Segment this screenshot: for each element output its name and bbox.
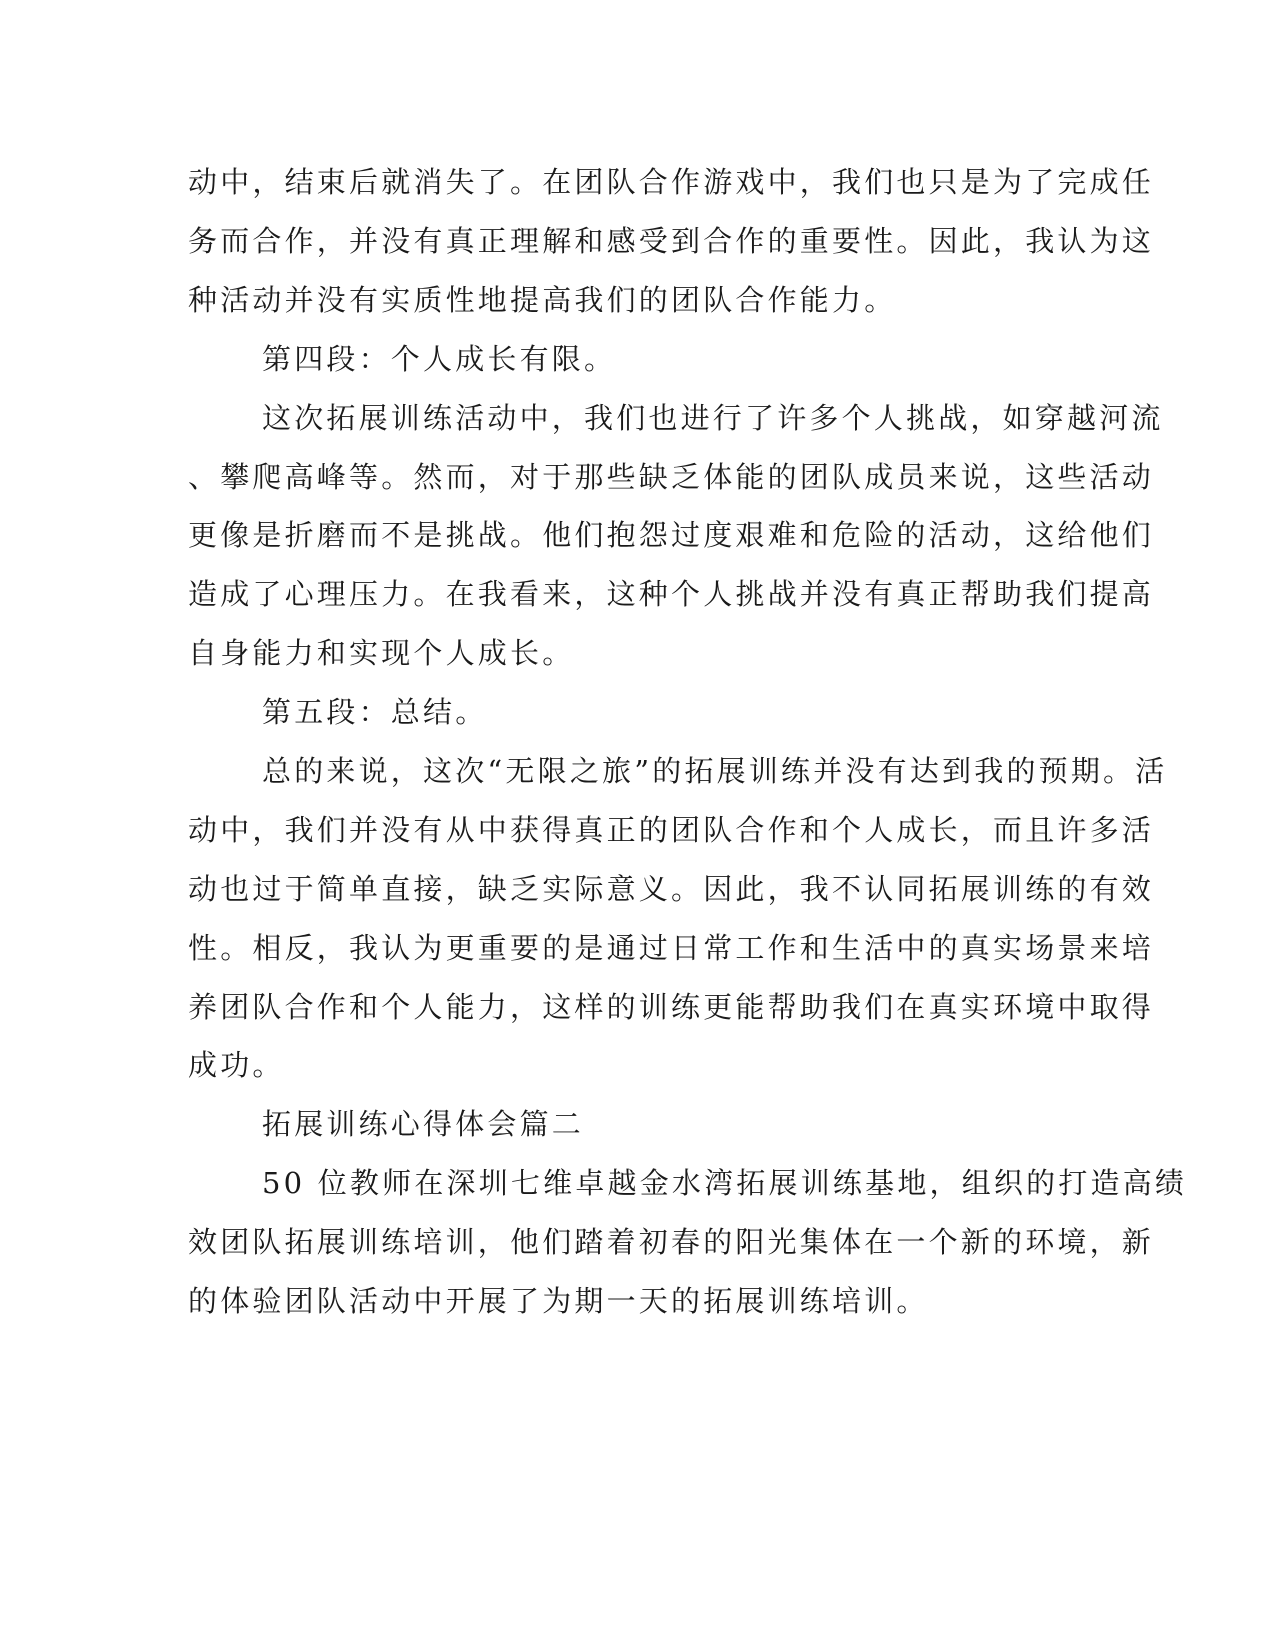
body-text-line: 效团队拓展训练培训，他们踏着初春的阳光集体在一个新的环境，新	[188, 1225, 1155, 1259]
section-heading: 第五段：总结。	[262, 695, 488, 729]
body-text-line: 、攀爬高峰等。然而，对于那些缺乏体能的团队成员来说，这些活动	[188, 460, 1155, 494]
body-text-line: 务而合作，并没有真正理解和感受到合作的重要性。因此，我认为这	[188, 224, 1155, 258]
body-text-line: 这次拓展训练活动中，我们也进行了许多个人挑战，如穿越河流	[262, 401, 1164, 435]
section-heading: 第四段：个人成长有限。	[262, 342, 617, 376]
body-text-line: 总的来说，这次“无限之旅”的拓展训练并没有达到我的预期。活	[262, 754, 1168, 788]
body-text-line: 动中，我们并没有从中获得真正的团队合作和个人成长，而且许多活	[188, 813, 1155, 847]
body-text-line: 造成了心理压力。在我看来，这种个人挑战并没有真正帮助我们提高	[188, 577, 1155, 611]
article-subtitle: 拓展训练心得体会篇二	[262, 1107, 585, 1141]
body-text-line: 动中，结束后就消失了。在团队合作游戏中，我们也只是为了完成任	[188, 165, 1155, 199]
body-text-line: 更像是折磨而不是挑战。他们抱怨过度艰难和危险的活动，这给他们	[188, 518, 1155, 552]
body-text-line: 自身能力和实现个人成长。	[188, 636, 575, 670]
body-text-line: 种活动并没有实质性地提高我们的团队合作能力。	[188, 283, 897, 317]
body-text-line: 养团队合作和个人能力，这样的训练更能帮助我们在真实环境中取得	[188, 990, 1155, 1024]
body-text-line: 50 位教师在深圳七维卓越金水湾拓展训练基地，组织的打造高绩	[262, 1166, 1188, 1200]
body-text-line: 性。相反，我认为更重要的是通过日常工作和生活中的真实场景来培	[188, 931, 1155, 965]
body-text-line: 的体验团队活动中开展了为期一天的拓展训练培训。	[188, 1284, 929, 1318]
body-text-line: 动也过于简单直接，缺乏实际意义。因此，我不认同拓展训练的有效	[188, 872, 1155, 906]
body-text-line: 成功。	[188, 1048, 285, 1082]
